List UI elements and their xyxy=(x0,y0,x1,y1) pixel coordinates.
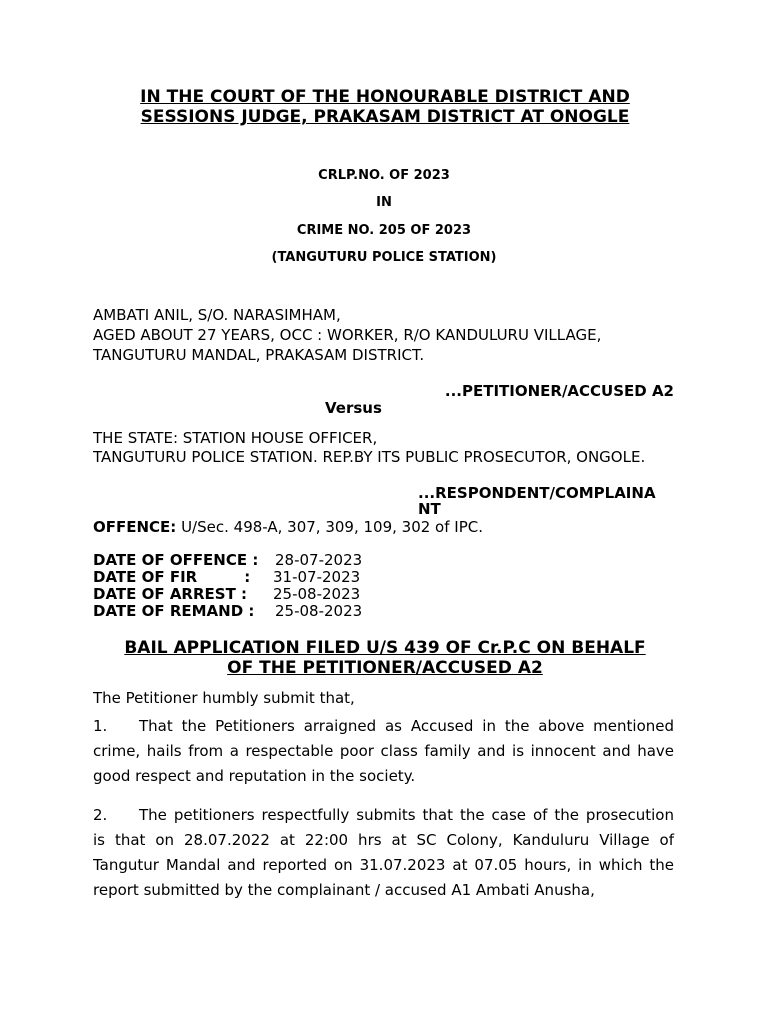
application-title-line2: OF THE PETITIONER/ACCUSED A2 xyxy=(227,658,543,678)
paragraph-line: Tangutur Mandal and reported on 31.07.2023 at 07.05 hours, in which the xyxy=(93,856,674,874)
date-label: DATE OF ARREST : xyxy=(93,585,248,603)
court-title-line2: SESSIONS JUDGE, PRAKASAM DISTRICT AT ONOGLE xyxy=(140,107,630,127)
paragraph-number: 1. xyxy=(93,717,108,735)
court-title-line1: IN THE COURT OF THE HONOURABLE DISTRICT AND xyxy=(140,87,630,107)
date-value: 25-08-2023 xyxy=(275,602,363,620)
date-value: 31-07-2023 xyxy=(273,568,361,586)
paragraph-line: 2. The petitioners respectfully submits that the case of the prosecution xyxy=(93,803,674,828)
date-value: 28-07-2023 xyxy=(275,551,363,569)
petitioner-role: ...PETITIONER/ACCUSED A2 xyxy=(444,382,674,400)
respondent-line2: TANGUTURU POLICE STATION. REP.BY ITS PUBLIC PROSECUTOR, ONGOLE. xyxy=(93,448,646,466)
intro-text: The Petitioner humbly submit that, xyxy=(93,689,355,707)
petitioner-line2: AGED ABOUT 27 YEARS, OCC : WORKER, R/O KANDULURU VILLAGE, xyxy=(93,326,602,344)
offence-label: OFFENCE: xyxy=(93,518,177,536)
date-row-remand xyxy=(93,603,362,620)
date-row-fir xyxy=(93,569,360,586)
paragraph-2 xyxy=(93,803,674,903)
date-row-arrest xyxy=(93,586,360,603)
date-label: DATE OF REMAND : xyxy=(93,602,255,620)
paragraph-number: 2. xyxy=(93,806,108,824)
paragraph-line: 1. That the Petitioners arraigned as Accused in the above mentioned xyxy=(93,714,674,739)
offence-line xyxy=(93,518,483,536)
crlp-number: CRLP.NO. OF 2023 xyxy=(318,168,450,183)
paragraph-line: report submitted by the complainant / accused A1 Ambati Anusha, xyxy=(93,881,595,899)
paragraph-line: crime, hails from a respectable poor class family and is innocent and have xyxy=(93,742,674,760)
petitioner-line3: TANGUTURU MANDAL, PRAKASAM DISTRICT. xyxy=(93,346,425,364)
respondent-role-line1: ...RESPONDENT/COMPLAINA xyxy=(418,484,656,502)
date-row-offence xyxy=(93,552,362,569)
petitioner-line1: AMBATI ANIL, S/O. NARASIMHAM, xyxy=(93,306,341,324)
date-label: DATE OF FIR : xyxy=(93,568,251,586)
crime-number: CRIME NO. 205 OF 2023 xyxy=(296,223,472,238)
case-in: IN xyxy=(376,195,392,210)
application-title-line1: BAIL APPLICATION FILED U/S 439 OF Cr.P.C ON BEHALF xyxy=(124,638,646,658)
date-label: DATE OF OFFENCE : xyxy=(93,551,259,569)
paragraph-line: good respect and reputation in the society. xyxy=(93,767,416,785)
paragraph-1 xyxy=(93,714,674,789)
police-station: (TANGUTURU POLICE STATION) xyxy=(271,250,497,265)
date-value: 25-08-2023 xyxy=(273,585,361,603)
offence-value: U/Sec. 498-A, 307, 309, 109, 302 of IPC. xyxy=(176,518,483,536)
paragraph-line: is that on 28.07.2022 at 22:00 hrs at SC Colony, Kanduluru Village of xyxy=(93,831,674,849)
respondent-role-line2: NT xyxy=(418,500,441,518)
versus-label: Versus xyxy=(325,399,382,417)
respondent-line1: THE STATE: STATION HOUSE OFFICER, xyxy=(93,429,378,447)
